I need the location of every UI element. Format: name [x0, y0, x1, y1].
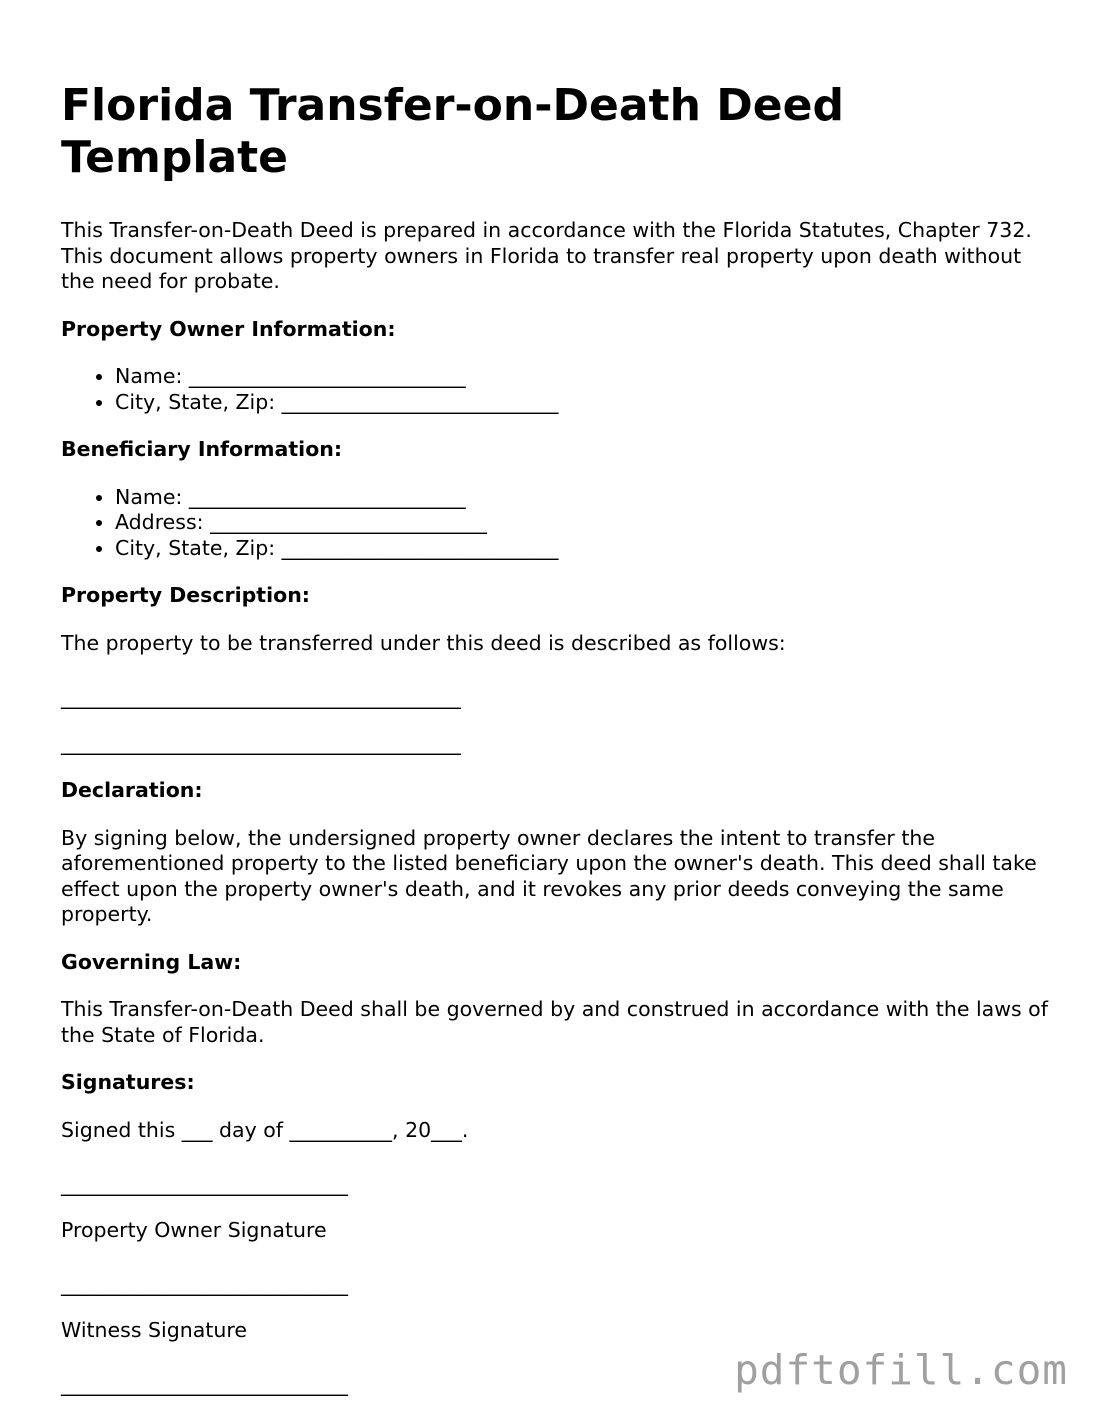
declaration-text: By signing below, the undersigned property owner declares the intent to transfer the aforementioned property to the listed beneficiary upon the owner's death. This deed shall take effect upon the property owner's death, and it revokes any prior deeds conveying the same property.	[61, 825, 1037, 926]
owner-city-field[interactable]: • City, State, Zip: ___________________________	[115, 390, 1051, 416]
owner-signature-line[interactable]: ____________________________	[61, 1172, 348, 1196]
owner-list	[61, 364, 1051, 415]
property-text: The property to be transferred under this deed is described as follows:	[61, 630, 786, 655]
signed-date-line[interactable]: Signed this ___ day of __________, 20___.	[61, 1117, 469, 1142]
beneficiary-list	[61, 485, 1051, 562]
witness-signature-line[interactable]: ____________________________	[61, 1272, 348, 1296]
property-line-1[interactable]: _______________________________________	[61, 685, 461, 709]
signatures-heading: Signatures:	[61, 1070, 195, 1094]
owner-name-field[interactable]: • Name: ___________________________	[115, 364, 1051, 390]
owner-signature-label: Property Owner Signature	[61, 1217, 327, 1242]
intro-paragraph: This Transfer-on-Death Deed is prepared in accordance with the Florida Statutes, Chapter 732. This document allows property owners in Florida to transfer real property upon death without the need for probate.	[61, 218, 1032, 293]
beneficiary-name-field[interactable]: • Name: ___________________________	[115, 485, 1051, 511]
governing-text: This Transfer-on-Death Deed shall be governed by and construed in accordance with the laws of the State of Florida.	[61, 997, 1048, 1047]
beneficiary-heading: Beneficiary Information:	[61, 437, 343, 461]
property-line-2[interactable]: _______________________________________	[61, 730, 461, 755]
governing-heading: Governing Law:	[61, 949, 242, 974]
document-page	[61, 80, 1051, 1398]
final-signature-line[interactable]: ____________________________	[61, 1372, 348, 1396]
beneficiary-address-field[interactable]: • Address: ___________________________	[115, 510, 1051, 536]
property-heading: Property Description:	[61, 583, 310, 607]
page-title: Florida Transfer-on-Death Deed Template	[61, 80, 844, 183]
witness-signature-label: Witness Signature	[61, 1317, 247, 1342]
owner-heading: Property Owner Information:	[61, 316, 396, 341]
declaration-heading: Declaration:	[61, 778, 203, 802]
watermark: pdftofill.com	[734, 1346, 1068, 1394]
beneficiary-city-field[interactable]: • City, State, Zip: ___________________________	[115, 536, 1051, 562]
